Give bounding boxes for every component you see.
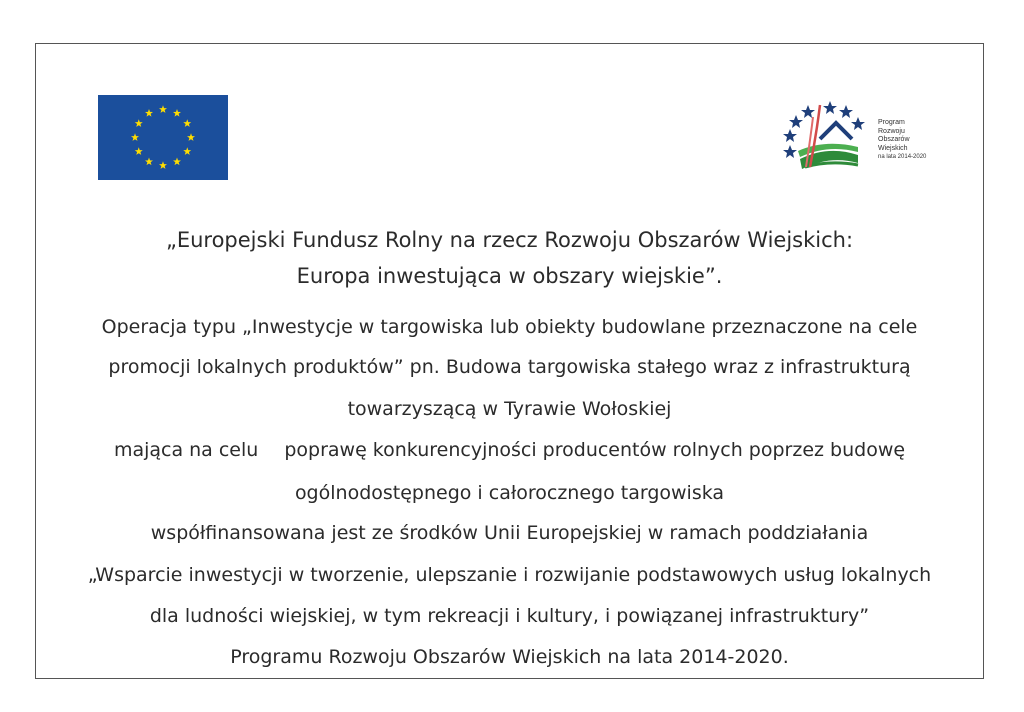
prow-logo-icon xyxy=(780,97,875,177)
prow-logo xyxy=(780,97,930,177)
heading-line-2: Europa inwestująca w obszary wiejskie”. xyxy=(296,264,723,288)
eu-star-icon xyxy=(135,147,143,155)
body-line-3: towarzyszącą w Tyrawie Wołoskiej xyxy=(347,398,672,420)
prow-line: Program xyxy=(878,119,905,126)
prow-logo-text xyxy=(878,119,926,162)
body-line-4 xyxy=(35,439,984,461)
prow-line: Rozwoju xyxy=(878,127,905,135)
eu-star-icon xyxy=(173,109,181,117)
body-line-6: współfinansowana jest ze środków Unii Europejskiej w ramach poddziałania xyxy=(150,522,869,544)
body-line-8: dla ludności wiejskiej, w tym rekreacji i kultury, i powiązanej infrastruktury” xyxy=(149,605,870,627)
prow-years: na lata 2014-2020 xyxy=(878,154,927,160)
body-line-7: „Wsparcie inwestycji w tworzenie, ulepszanie i rozwijanie podstawowych usług lokalnych xyxy=(87,564,932,586)
eu-star-icon xyxy=(173,158,181,166)
eu-star-icon xyxy=(159,161,167,169)
eu-flag-icon xyxy=(98,95,228,180)
eu-star-icon xyxy=(187,133,195,141)
eu-star-icon xyxy=(145,158,153,166)
body-line-4-end: poprawę konkurencyjności producentów rolnych poprzez budowę xyxy=(284,439,906,461)
prow-line: Wiejskich xyxy=(878,144,908,152)
eu-star-icon xyxy=(135,119,143,127)
eu-star-icon xyxy=(131,133,139,141)
eu-star-icon xyxy=(145,109,153,117)
body-line-2: promocji lokalnych produktów” pn. Budowa targowiska stałego wraz z infrastrukturą xyxy=(108,356,911,378)
eu-star-icon xyxy=(159,105,167,113)
prow-line: Obszarów xyxy=(878,136,910,143)
body-line-4-start: mająca na celu xyxy=(113,439,259,461)
heading-line-1: „Europejski Fundusz Rolny na rzecz Rozwoju Obszarów Wiejskich: xyxy=(165,228,854,252)
body-line-1: Operacja typu „Inwestycje w targowiska lub obiekty budowlane przeznaczone na cele xyxy=(101,316,918,338)
eu-star-icon xyxy=(183,147,191,155)
body-line-5: ogólnodostępnego i całorocznego targowiska xyxy=(294,482,725,504)
body-line-9: Programu Rozwoju Obszarów Wiejskich na lata 2014-2020. xyxy=(230,646,789,668)
eu-star-icon xyxy=(183,119,191,127)
